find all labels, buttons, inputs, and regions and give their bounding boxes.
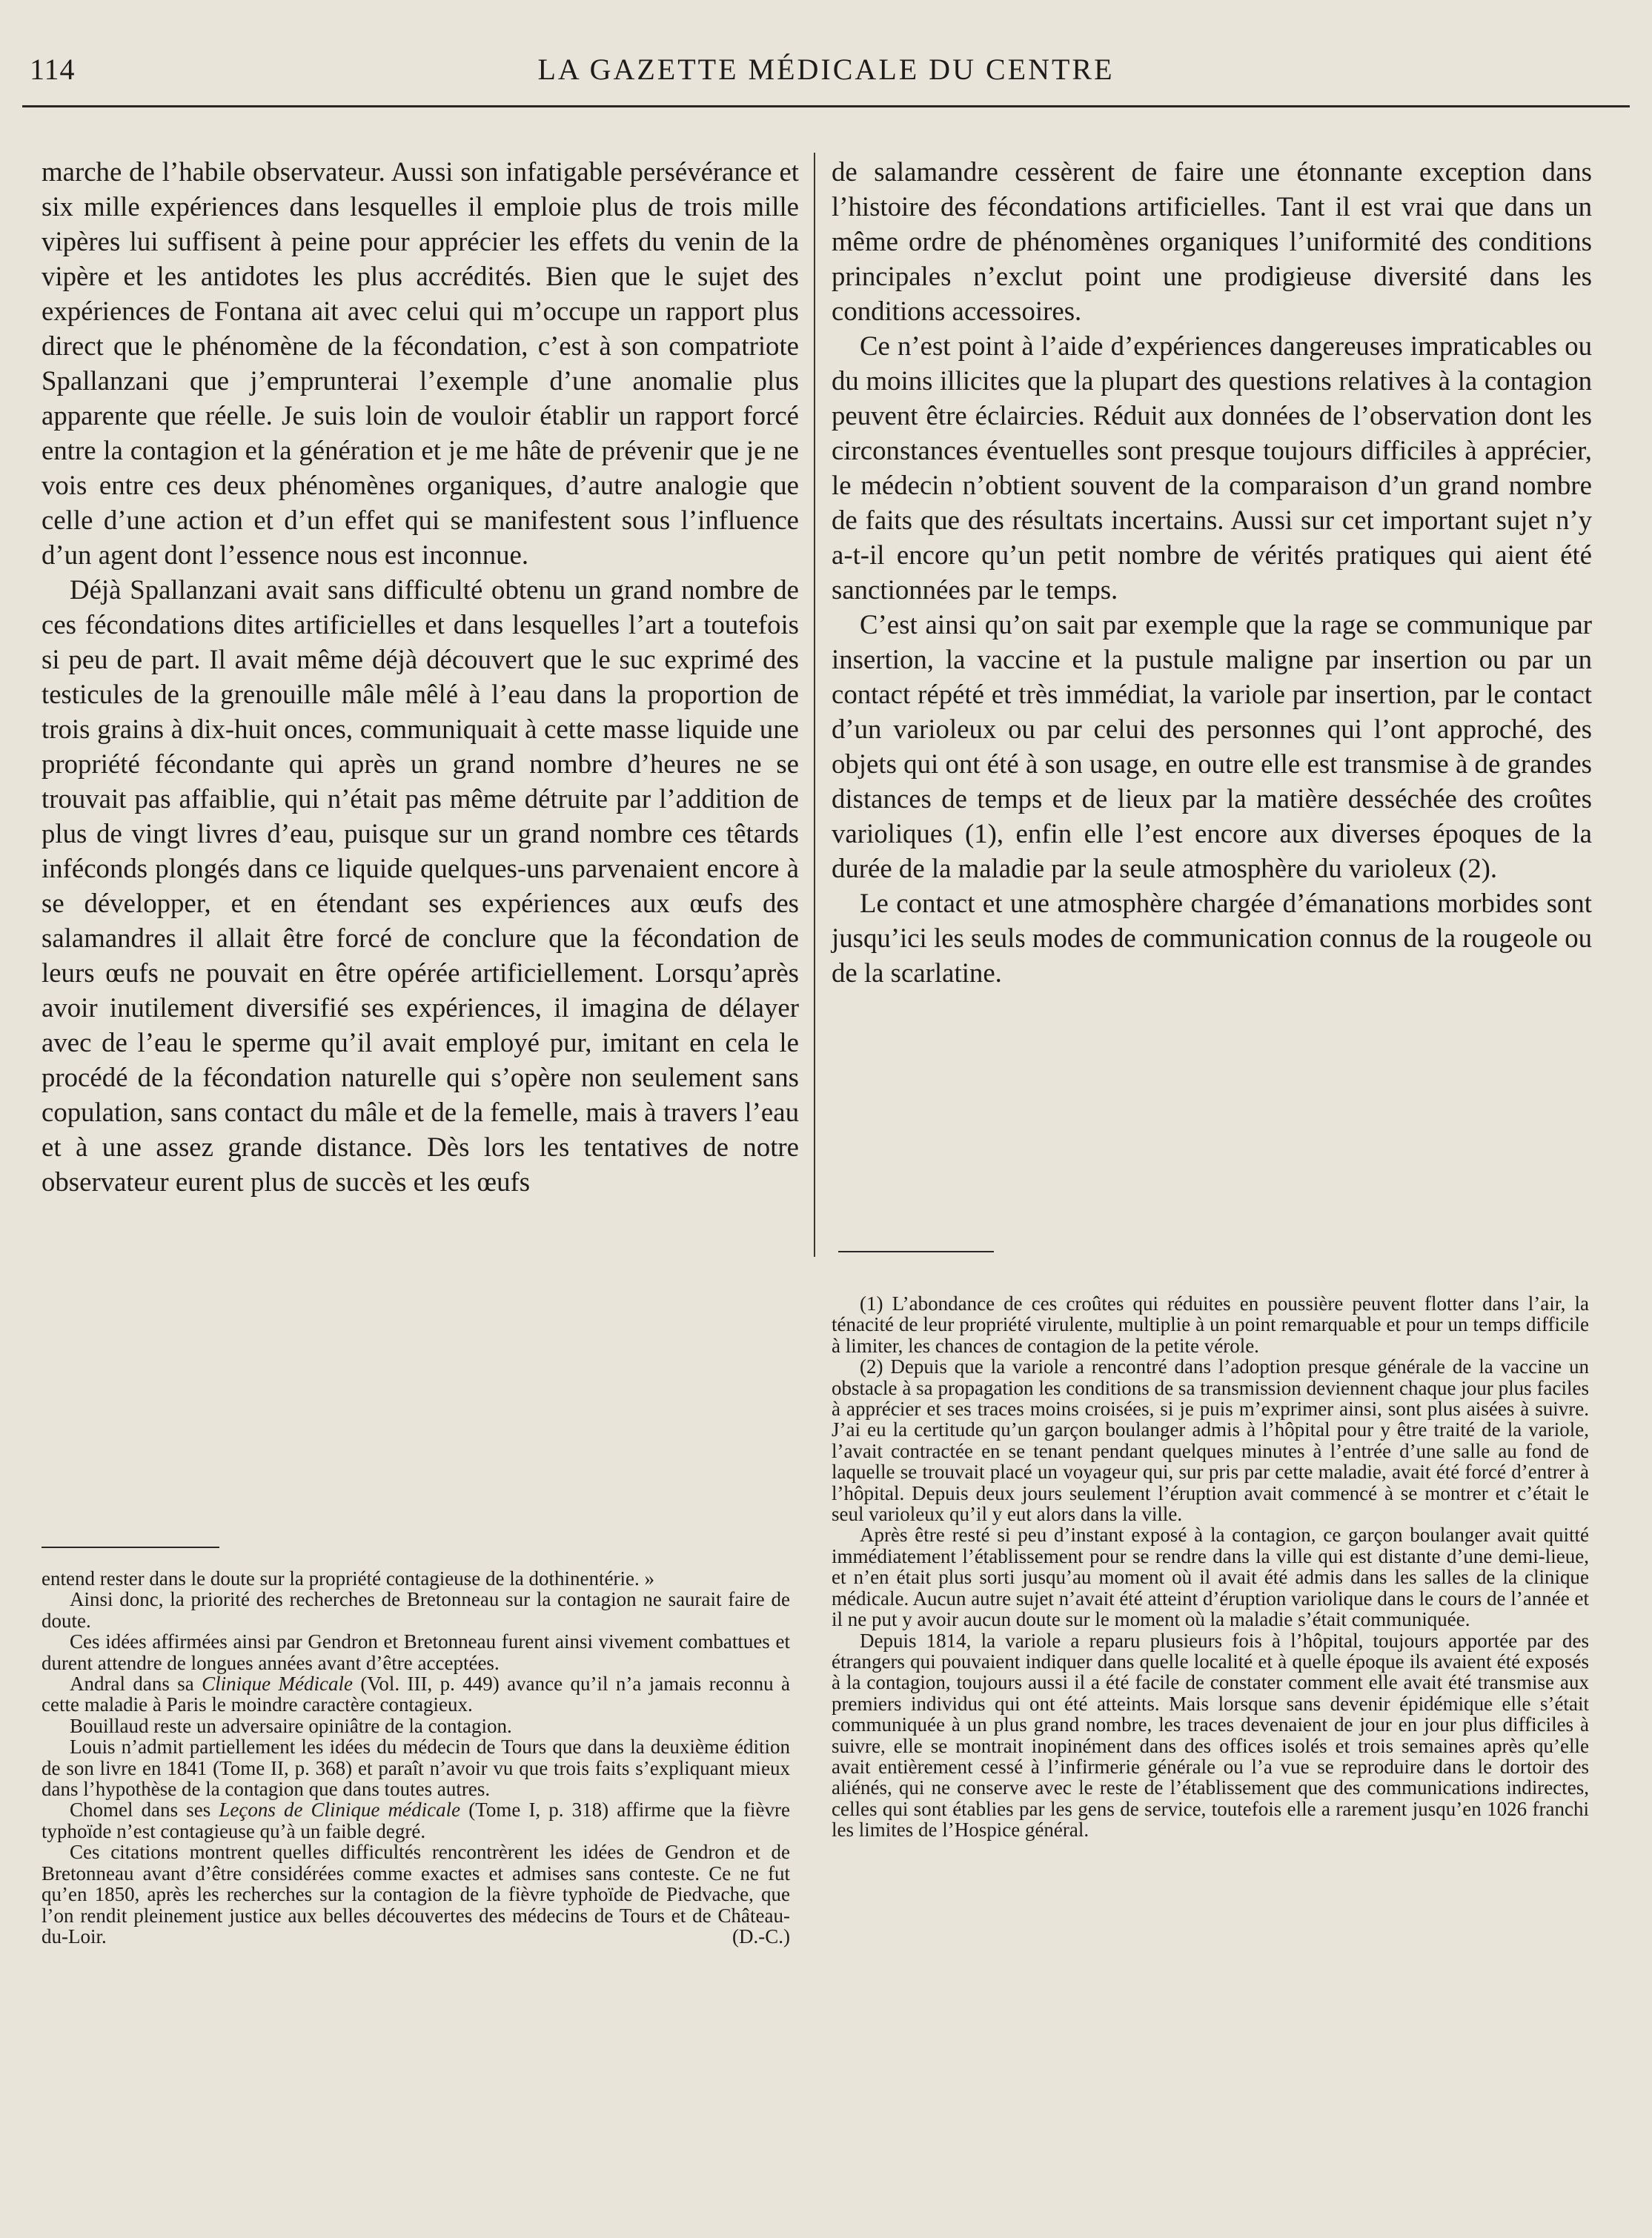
paragraph: de salamandre cessèrent de faire une étonnante exception dans l’histoire des fécondations artificielles. Tant il est vrai que dans un même ordre de phénomènes organiques l’uniformité des conditions principales n’exclut point une prodigieuse diversité dans les conditions accessoires. (832, 156, 1592, 326)
footnote-text: Ces citations montrent quelles difficultés rencontrèrent les idées de Gendron et de Bretonneau avant d’être considérées comme exactes et admises sans conteste. Ce ne fut qu’en 1850, après les recherches sur la contagion de la fièvre typhoïde de Piedvache, que l’on rendit pleinement justice aux belles découvertes des médecins de Tours et de Château-du-Loir. (42, 1841, 790, 1948)
column-divider (814, 153, 815, 1257)
right-column (832, 154, 1592, 990)
footnote: (2) Depuis que la variole a rencontré dans l’adoption presque générale de la vaccine un obstacle à sa propagation les conditions de sa transmission deviennent chaque jour plus faciles à apprécier et ses traces moins croisées, si je puis m’exprimer ainsi, sont plus aisées à suivre. J’ai eu la certitude qu’un garçon boulanger admis à l’hôpital pour y être traité de la variole, l’avait contractée en se tenant pendant quelques minutes à l’entrée d’une salle au fond de laquelle se trouvait placé un voyageur qui, sur pris par cette maladie, avait été forcé d’entrer à l’hôpital. Depuis deux jours seulement l’éruption avait commencé à se montrer et c’était le seul varioleux qu’il y eut alors dans la ville. (832, 1355, 1589, 1526)
footnote-text: (Vol. III, p. 449) avance qu’il n’a jamais reconnu à cette maladie à Paris le moindre caractère contagieux. (42, 1673, 790, 1716)
header-rule (22, 105, 1630, 107)
footnote (42, 1842, 790, 1947)
left-footnotes (42, 1568, 790, 1947)
footnote-text: (Tome I, p. 318) affirme que la fièvre typhoïde n’est contagieuse qu’à un faible degré. (42, 1799, 790, 1842)
footnote-rule (838, 1251, 994, 1252)
book-title: Leçons de Clinique médicale (219, 1799, 461, 1822)
paragraph: C’est ainsi qu’on sait par exemple que la rage se communique par insertion, la vaccine et la pustule maligne par insertion ou par un contact répété et très immédiat, la variole par insertion, par le contact d’un varioleux ou par celui des personnes qui l’ont approché, des objets qui ont été à son usage, en outre elle est transmise à de grandes distances de temps et de lieux par la matière desséchée des croûtes varioliques (1), enfin elle l’est encore aux diverses époques de la durée de la maladie par la seule atmosphère du varioleux (2). (832, 609, 1592, 883)
right-footnotes (832, 1293, 1589, 1841)
footnote (42, 1799, 790, 1842)
paragraph: Le contact et une atmosphère chargée d’émanations morbides sont jusqu’ici les seuls modes de communication connus de la rougeole ou de la scarlatine. (832, 888, 1593, 988)
footnote: (1) L’abondance de ces croûtes qui réduites en poussière peuvent flotter dans l’air, la ténacité de leur propriété virulente, multiplie à un point remarquable et pour un temps difficile à limiter, les chances de contagion de la petite vérole. (832, 1292, 1589, 1357)
footnote: Ces idées affirmées ainsi par Gendron et Bretonneau furent ainsi vivement combattues et durent attendre de longues années avant d’être acceptées. (42, 1630, 790, 1674)
footnote: Depuis 1814, la variole a reparu plusieurs fois à l’hôpital, toujours apportée par des étrangers qui pouvaient indiquer dans quelle localité et à quelle époque ils avaient été exposés à la contagion, toujours aussi il a été facile de constater comment elle avait été transmise aux premiers individus qui ont été atteints. Mais lorsque sans devenir épidémique elle s’était communiquée à un plus grand nombre, les traces devenaient de jour en jour plus difficiles à suivre, elle se montrait inopinément dans des offices isolés et trois semaines après qu’elle avait entièrement cessé à l’infirmerie générale ou l’a vue se reproduire dans le dortoir des aliénés, qui ne conserve avec le reste de l’établissement que des communications indirectes, celles qui sont établies par les gens de service, toutefois elle a rarement jusqu’en 1026 franchi les limites de l’Hospice général. (832, 1629, 1589, 1842)
page-header (22, 46, 1630, 98)
left-column (42, 154, 799, 1199)
paragraph: Ce n’est point à l’aide d’expériences dangereuses impraticables ou du moins illicites que la plupart des questions relatives à la contagion peuvent être éclaircies. Réduit aux données de l’observation dont les circonstances éventuelles sont presque toujours difficiles à apprécier, le médecin n’obtient souvent de la comparaison d’un grand nombre de faits que des résultats incertains. Aussi sur cet important sujet n’y a-t-il encore qu’un petit nombre de vérités pratiques qui aient été sanctionnées par le temps. (832, 331, 1592, 605)
footnote-text: Andral dans sa (70, 1673, 202, 1696)
footnote (42, 1673, 790, 1716)
footnote: entend rester dans le doute sur la propriété contagieuse de la dothinentérie. » (42, 1567, 654, 1590)
book-title: Clinique Médicale (202, 1673, 353, 1696)
page-number: 114 (30, 53, 76, 86)
footnote-text: Chomel dans ses (70, 1799, 219, 1822)
footnote: Ainsi donc, la priorité des recherches de Bretonneau sur la contagion ne saurait faire de doute. (42, 1588, 790, 1632)
paragraph: Déjà Spallanzani avait sans difficulté obtenu un grand nombre de ces fécondations dites artificielles et dans lesquelles l’art a toutefois si peu de part. Il avait même déjà découvert que le suc exprimé des testicules de la grenouille mâle mêlé à l’eau dans la proportion de trois grains à dix-huit onces, communiquait à cette masse liquide une propriété fécondante qui après un grand nombre d’heures ne se trouvait pas affaiblie, qui n’était pas même détruite par l’addition de plus de vingt livres d’eau, puisque sur un grand nombre ces têtards inféconds plongés dans ce liquide quelques-uns parvenaient encore à se développer, et en étendant ses expériences aux œufs des salamandres il allait être forcé de conclure que la fécondation de leurs œufs ne pouvait en être opérée artificiellement. Lorsqu’après avoir inutilement diversifié ses expériences, il imagina de délayer avec de l’eau le sperme qu’il avait employé pur, imitant en cela le procédé de la fécondation naturelle qui s’opère non seulement sans copulation, sans contact du mâle et de la femelle, mais à travers l’eau et à une assez grande distance. Dès lors les tentatives de notre observateur eurent plus de succès et les œufs (42, 574, 799, 1197)
footnote: Louis n’admit partiellement les idées du médecin de Tours que dans la deuxième édition de son livre en 1841 (Tome II, p. 368) et paraît n’avoir vu que trois faits s’expliquant mieux dans l’hypothèse de la contagion que dans toutes autres. (42, 1736, 790, 1801)
footnote: Bouillaud reste un adversaire opiniâtre de la contagion. (70, 1714, 512, 1737)
paragraph: marche de l’habile observateur. Aussi son infatigable persévérance et six mille expériences dans lesquelles il emploie plus de trois mille vipères lui suffisent à peine pour apprécier les effets du venin de la vipère et les antidotes les plus accrédités. Bien que le sujet des expériences de Fontana ait avec celui qui m’occupe un rapport plus direct que le phénomène de la fécondation, c’est à son compatriote Spallanzani que j’emprunterai l’exemple d’une anomalie plus apparente que réelle. Je suis loin de vouloir établir un rapport forcé entre la contagion et la génération et je me hâte de prévenir que je ne vois entre ces deux phénomènes organiques, d’autre analogie que celle d’une action et d’un effet qui se manifestent sous l’influence d’un agent dont l’essence nous est inconnue. (42, 156, 799, 570)
signature: (D.-C.) (732, 1925, 790, 1948)
journal-title: LA GAZETTE MÉDICALE DU CENTRE (537, 53, 1115, 86)
footnote-rule (42, 1547, 219, 1548)
footnote: Après être resté si peu d’instant exposé à la contagion, ce garçon boulanger avait quitté immédiatement l’établissement pour se rendre dans la ville qui est distante d’une demi-lieue, et n’en était plus sorti jusqu’au moment où il avait été admis dans les salles de la clinique médicale. Aucun autre sujet n’avait été atteint d’éruption variolique dans le cours de l’année et il ne put y avoir aucun doute sur le moment où la maladie s’était communiquée. (832, 1524, 1589, 1631)
